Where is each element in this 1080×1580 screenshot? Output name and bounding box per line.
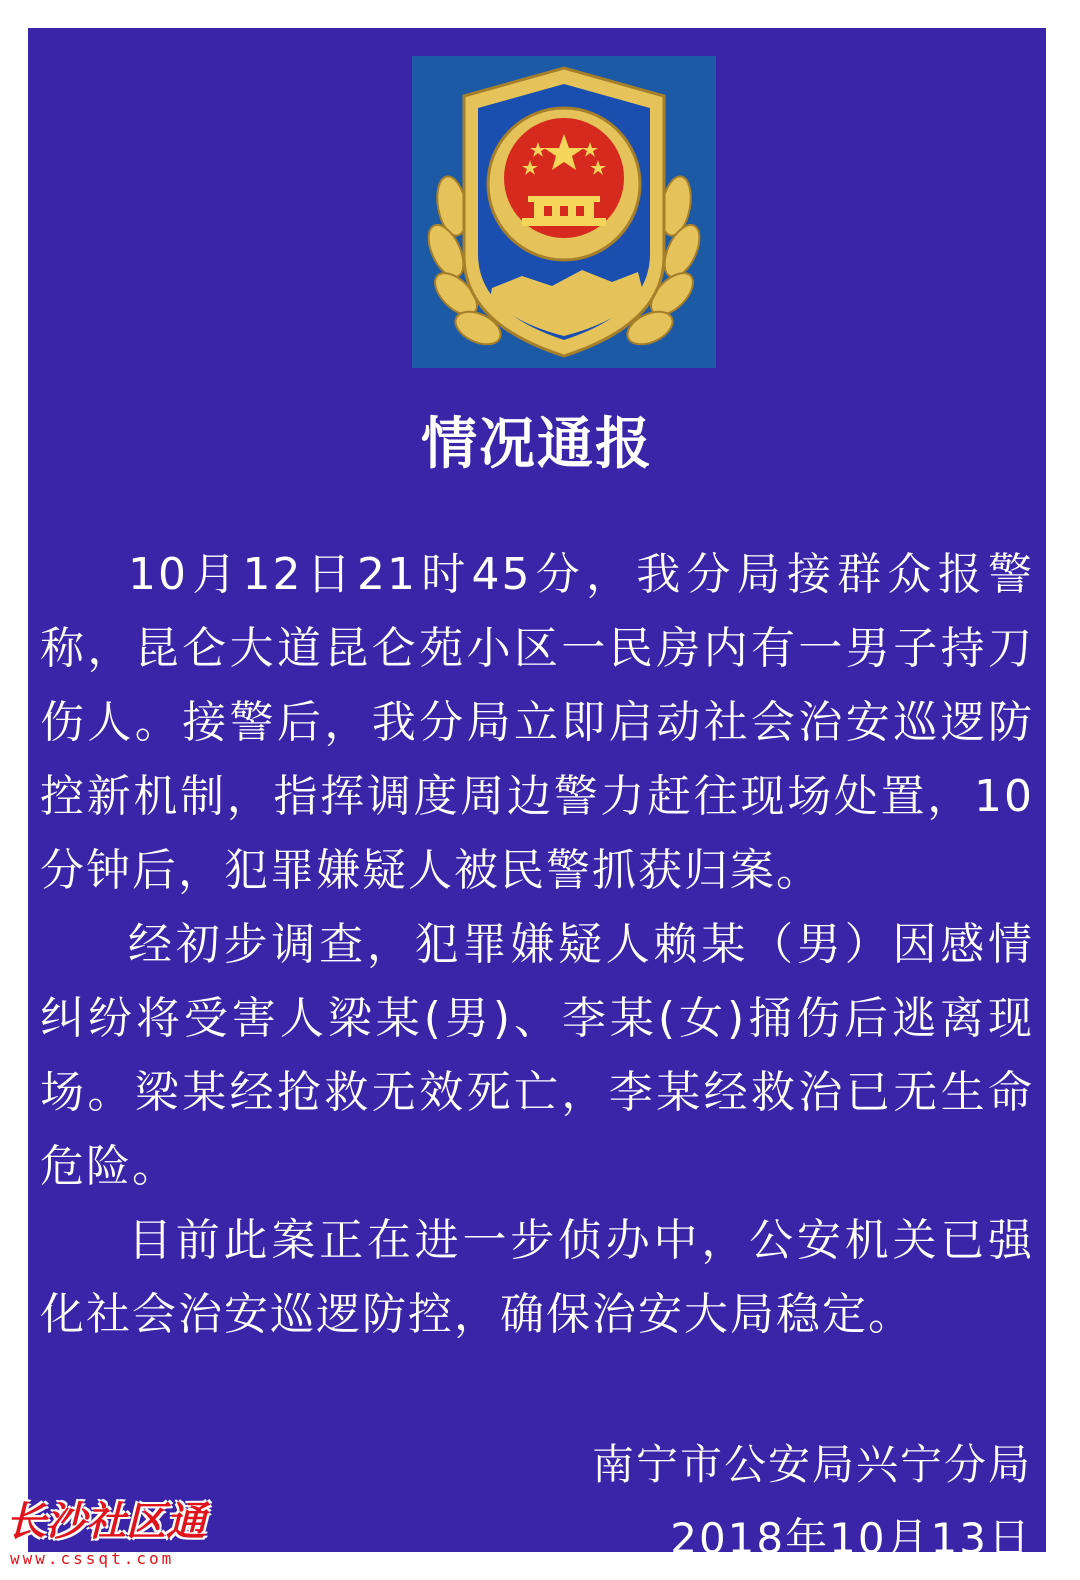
emblem-graphic [412,56,716,368]
watermark [6,1490,216,1576]
issue-date: 2018年10月13日 [670,1514,1032,1563]
notice-title: 情况通报 [421,412,653,477]
watermark-url: www.cssqt.com [10,1549,175,1568]
paragraph-2: 经初步调查，犯罪嫌疑人赖某（男）因感情纠纷将受害人梁某(男)、李某(女)捅伤后逃离现场。梁某经抢救无效死亡，李某经救治已无生命危险。 [40,919,1034,1192]
police-emblem-icon [412,56,716,368]
paragraph-3: 目前此案正在进一步侦办中，公安机关已强化社会治安巡逻防控，确保治安大局稳定。 [40,1215,1034,1340]
issuing-organization: 南宁市公安局兴宁分局 [591,1440,1032,1489]
paragraph-1: 10月12日21时45分，我分局接群众报警称，昆仑大道昆仑苑小区一民房内有一男子持刀伤人。接警后，我分局立即启动社会治安巡逻防控新机制，指挥调度周边警力赶往现场处置，10分钟后，犯罪嫌疑人被民警抓获归案。 [40,549,1034,896]
notice-body [40,538,1034,1352]
watermark-logo: 长沙社区通 [6,1499,206,1545]
